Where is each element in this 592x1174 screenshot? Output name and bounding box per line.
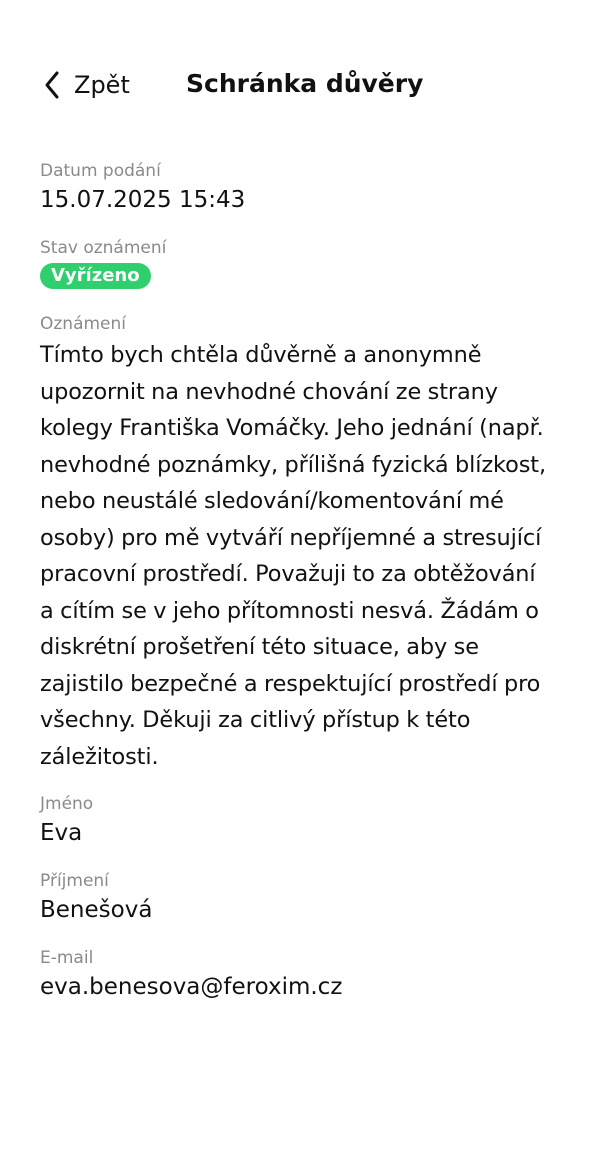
submitted-date-value: 15.07.2025 15:43 [40, 187, 246, 213]
first-name-label: Jméno [40, 794, 94, 814]
email-field [40, 947, 552, 1002]
first-name-value: Eva [40, 820, 83, 846]
last-name-field [40, 870, 552, 925]
message-label: Oznámení [40, 314, 127, 334]
submitted-date-field [40, 160, 552, 215]
back-label: Zpět [74, 71, 130, 99]
status-field [40, 237, 552, 289]
report-detail [40, 160, 552, 1024]
message-text: Tímto bych chtěla důvěrně a anonymně upozornit na nevhodné chování ze strany kolegy Františka Vomáčky. Jeho jednání (např. nevhodné poznámky, přílišná fyzická blízkost, nebo neustálé sledování/komentování mé osoby) pro mě vytváří nepříjemné a stresující pracovní prostředí. Považuji to za obtěžování a cítím se v jeho přítomnosti nesvá. Žádám o diskrétní prošetření této situace, aby se zajistilo bezpečné a respektující prostředí pro všechny. Děkuji za citlivý přístup k této záležitosti. [40, 342, 546, 770]
page-title: Schránka důvěry [186, 69, 424, 98]
email-label: E-mail [40, 948, 94, 968]
chevron-left-icon [40, 67, 64, 103]
last-name-label: Příjmení [40, 871, 109, 891]
submitted-date-label: Datum podání [40, 161, 161, 181]
last-name-value: Benešová [40, 897, 153, 923]
header [0, 60, 592, 110]
status-badge: Vyřízeno [40, 263, 151, 289]
status-label: Stav oznámení [40, 238, 167, 258]
email-value: eva.benesova@feroxim.cz [40, 974, 343, 1000]
first-name-field [40, 793, 552, 848]
message-field [40, 313, 552, 775]
back-button[interactable] [40, 67, 130, 103]
